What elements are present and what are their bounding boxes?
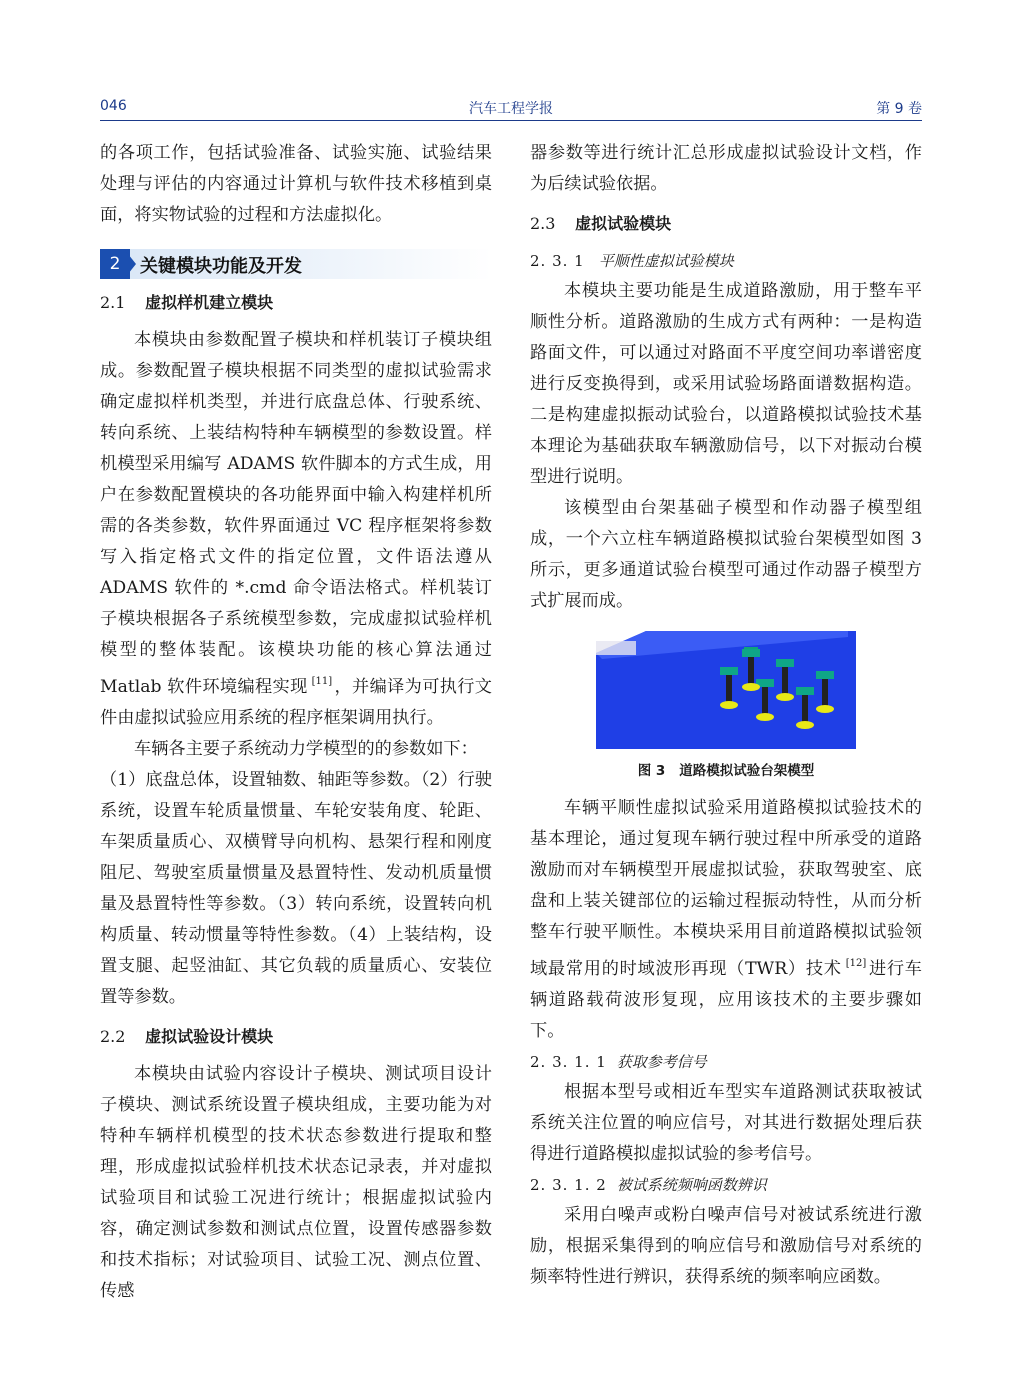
paragraph — [100, 325, 492, 734]
right-column — [530, 138, 922, 1293]
subsubsection-heading-2-3-1-2 — [530, 1170, 922, 1200]
rig-detail — [596, 641, 636, 655]
paragraph-text: 进行车辆道路载荷波形复现，应用该技术的主要步骤如下。 — [530, 959, 922, 1041]
subsubsection-heading-2-3-1 — [530, 246, 922, 276]
citation: [12] — [845, 958, 867, 969]
subsection-title: 虚拟试验模块 — [575, 214, 672, 233]
paragraph: 车辆各主要子系统动力学模型的的参数如下： — [134, 739, 478, 759]
paragraph-text: 车辆平顺性虚拟试验采用道路模拟试验技术的基本理论，通过复现车辆行驶过程中所承受的道路激励而对车辆模型开展虚拟试验，获取驾驶室、底盘和上装关键部位的运输过程振动特性，从而分析整车行驶平顺性。本模块采用目前道路模拟试验领域最常用的时域波形再现（TWR）技术 — [530, 798, 922, 979]
paragraph: 根据本型号或相近车型实车道路测试获取被试系统关注位置的响应信号，对其进行数据处理后获得进行道路模拟虚拟试验的参考信号。 — [530, 1082, 922, 1164]
subsubsection-heading-2-3-1-1 — [530, 1047, 922, 1077]
paragraph: 采用白噪声或粉白噪声信号对被试系统进行激励，根据采集得到的响应信号和激励信号对系统的频率特性进行辨识，获得系统的频率响应函数。 — [530, 1205, 922, 1287]
subsection-heading-2-1 — [100, 289, 492, 317]
page-number: 046 — [100, 98, 127, 114]
subsubsection-title: 被试系统频响函数辨识 — [616, 1176, 767, 1194]
paragraph: 该模型由台架基础子模型和作动器子模型组成，一个六立柱车辆道路模拟试验台架模型如图 3 所示，更多通道试验台模型可通过作动器子模型方式扩展而成。 — [530, 498, 922, 611]
paragraph-text: ，并编译为可执行文件由虚拟试验应用系统的程序框架调用执行。 — [100, 677, 492, 728]
journal-title: 汽车工程学报 — [469, 101, 553, 117]
subsection-number: 2.1 — [100, 293, 126, 312]
citation: [11] — [311, 676, 333, 687]
page-header — [100, 94, 922, 121]
road-simulator-rig-image — [596, 631, 856, 749]
paragraph — [530, 793, 922, 1047]
subsection-heading-2-2 — [100, 1023, 492, 1051]
section-arrow-icon — [124, 249, 136, 279]
figure-3 — [530, 631, 922, 779]
subsubsection-number: 2. 3. 1. 2 — [530, 1176, 607, 1194]
section-title: 关键模块功能及开发 — [140, 256, 302, 277]
paragraph: （1）底盘总体，设置轴数、轴距等参数。（2）行驶系统，设置车轮质量惯量、车轮安装角度、轮距、车架质量质心、双横臂导向机构、悬架行程和刚度阻尼、驾驶室质量惯量及悬置特性、发动机质量惯量及悬置特性等参数。（3）转向系统，设置转向机构质量、转动惯量等特性参数。（4）上装结构，设置支腿、起竖油缸、其它负载的质量质心、安装位置等参数。 — [100, 770, 492, 1007]
figure-number: 图 3 — [637, 763, 666, 779]
subsubsection-title: 平顺性虚拟试验模块 — [598, 252, 734, 270]
left-column — [100, 138, 492, 1307]
section-heading-2 — [100, 249, 492, 279]
subsection-title: 虚拟样机建立模块 — [145, 293, 274, 312]
paragraph: 的各项工作，包括试验准备、试验实施、试验结果处理与评估的内容通过计算机与软件技术移植到桌面，将实物试验的过程和方法虚拟化。 — [100, 143, 492, 225]
subsection-heading-2-3 — [530, 210, 922, 238]
subsection-number: 2.3 — [530, 214, 556, 233]
paragraph: 本模块主要功能是生成道路激励，用于整车平顺性分析。道路激励的生成方式有两种：一是构造路面文件，可以通过对路面不平度空间功率谱密度进行反变换得到，或采用试验场路面谱数据构造。二是构建虚拟振动试验台，以道路模拟试验技术基本理论为基础获取车辆激励信号，以下对振动台模型进行说明。 — [530, 281, 922, 487]
paragraph-text: 本模块由参数配置子模块和样机装订子模块组成。参数配置子模块根据不同类型的虚拟试验需求确定虚拟样机类型，并进行底盘总体、行驶系统、转向系统、上装结构特种车辆模型的参数设置。样机模型采用编写 ADAMS 软件脚本的方式生成，用户在参数配置模块的各功能界面中输入构建样机所需的各类参数，软件界面通过 VC 程序框架将参数写入指定格式文件的指定位置，文件语法遵从 ADAMS 软件的 *.cmd 命令语法格式。样机装订子模块根据各子系统模型参数，完成虚拟试验样机模型的整体装配。该模块功能的核心算法通过 Matlab 软件环境编程实现 — [100, 330, 492, 697]
figure-caption — [530, 759, 922, 779]
volume-number: 第 9 卷 — [876, 101, 922, 117]
subsection-title: 虚拟试验设计模块 — [145, 1027, 274, 1046]
figure-caption-text: 道路模拟试验台架模型 — [679, 763, 815, 779]
section-number: 2 — [100, 249, 130, 279]
subsubsection-number: 2. 3. 1 — [530, 252, 585, 270]
subsubsection-number: 2. 3. 1. 1 — [530, 1053, 607, 1071]
subsubsection-title: 获取参考信号 — [616, 1053, 707, 1071]
subsection-number: 2.2 — [100, 1027, 126, 1046]
paragraph: 本模块由试验内容设计子模块、测试项目设计子模块、测试系统设置子模块组成，主要功能为对特种车辆样机模型的技术状态参数进行提取和整理，形成虚拟试验样机技术状态记录表，并对虚拟试验项目和试验工况进行统计；根据虚拟试验内容，确定测试参数和测试点位置，设置传感器参数和技术指标；对试验项目、试验工况、测点位置、传感 — [100, 1064, 492, 1301]
paragraph: 器参数等进行统计汇总形成虚拟试验设计文档，作为后续试验依据。 — [530, 143, 922, 194]
